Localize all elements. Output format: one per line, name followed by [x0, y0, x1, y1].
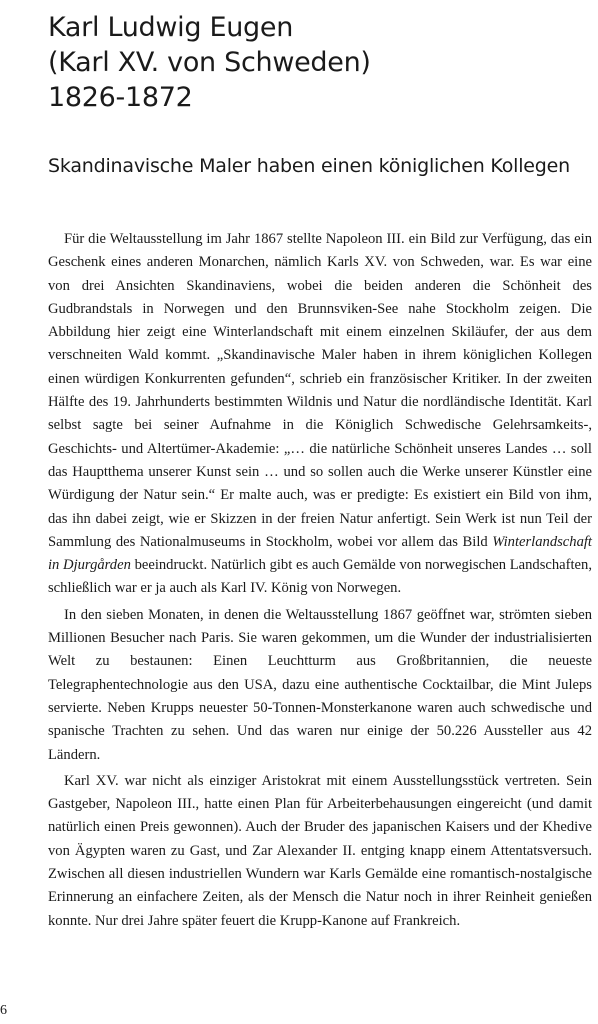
paragraph-3: Karl XV. war nicht als einziger Aristokrat mit einem Ausstellungsstück vertreten. Sein Gastgeber, Napoleon III., hatte einen Plan für Arbeiterbehausungen eingereicht (und damit natürlich einen Preis gewonnen). Auch der Bruder des japanischen Kaisers und der Khedive von Ägypten waren zu Gast, und Zar Alexander II. entging knapp einem Attentatsversuch. Zwischen all diesen industriellen Wundern war Karls Gemälde eine romantisch-nostalgische Erinnerung an einfachere Zeiten, als der Mensch die Natur noch in ihrer Reinheit genießen konnte. Nur drei Jahre später feuert die Krupp-Kanone auf Frankreich.	[48, 772, 592, 929]
page-number: 6	[0, 1003, 7, 1018]
body-text	[48, 228, 592, 936]
page-title	[48, 10, 588, 115]
paragraph-1-text: Für die Weltausstellung im Jahr 1867 stellte Napoleon III. ein Bild zur Verfügung, das ein Geschenk eines anderen Monarchen, nämlich Karls XV. von Schweden, war. Es war eine von drei Ansichten Skandinaviens, wobei die beiden anderen die Schönheit des Gudbrandstals in Norwegen und den Brunnsviken-See nahe Stockholm zeigen. Die Abbildung hier zeigt eine Winterlandschaft mit einem einzelnen Skiläufer, der aus dem verschneiten Wald kommt. „Skandinavische Maler haben in ihrem königlichen Kollegen einen würdigen Konkurrenten gefunden“, schrieb ein französischer Kritiker. In der zweiten Hälfte des 19. Jahrhunderts bestimmten Wildnis und Natur die nordländische Identität. Karl selbst sagte bei seiner Aufnahme in die Königlich Schwedische Gelehrsamkeits-, Geschichts- und Altertümer-Akademie: „… die natürliche Schönheit unseres Landes … soll das Hauptthema unserer Kunst sein … und so sollen auch die Werke unserer Künstler eine Würdigung der Natur sein.“ Er malte auch, was er predigte: Es existiert ein Bild von ihm, das ihn dabei zeigt, wie er Skizzen in der freien Natur anfertigt. Sein Werk ist nun Teil der Sammlung des Nationalmuseums in Stockholm, wobei vor allem das Bild	[48, 231, 592, 550]
title-name: Karl Ludwig Eugen	[48, 12, 294, 43]
paragraph-1	[48, 228, 592, 601]
paragraph-2: In den sieben Monaten, in denen die Weltausstellung 1867 geöffnet war, strömten sieben Millionen Besucher nach Paris. Sie waren gekommen, um die Wunder der industrialisierten Welt zu bestaunen: Einen Leuchtturm aus Großbritannien, die neueste Telegraphentechnologie aus den USA, dazu eine authentische Cocktailbar, die Mint Juleps servierte. Neben Krupps neuester 50-Tonnen-Monsterkanone waren auch schwedische und spanische Trachten zu sehen. Und das waren nur einige der 50.226 Aussteller aus 42 Ländern.	[48, 606, 592, 763]
paragraph-1-text-end: beeindruckt. Natürlich gibt es auch Gemälde von norwegischen Landschaften, schließlich war er ja auch als Karl IV. König von Norwegen.	[48, 557, 592, 597]
section-heading: Skandinavische Maler haben einen königlichen Kollegen	[48, 155, 570, 177]
painting-title: Winterlandschaft in Djurgården	[48, 533, 592, 574]
title-alias: (Karl XV. von Schweden)	[48, 47, 371, 78]
title-years: 1826-1872	[48, 82, 193, 113]
